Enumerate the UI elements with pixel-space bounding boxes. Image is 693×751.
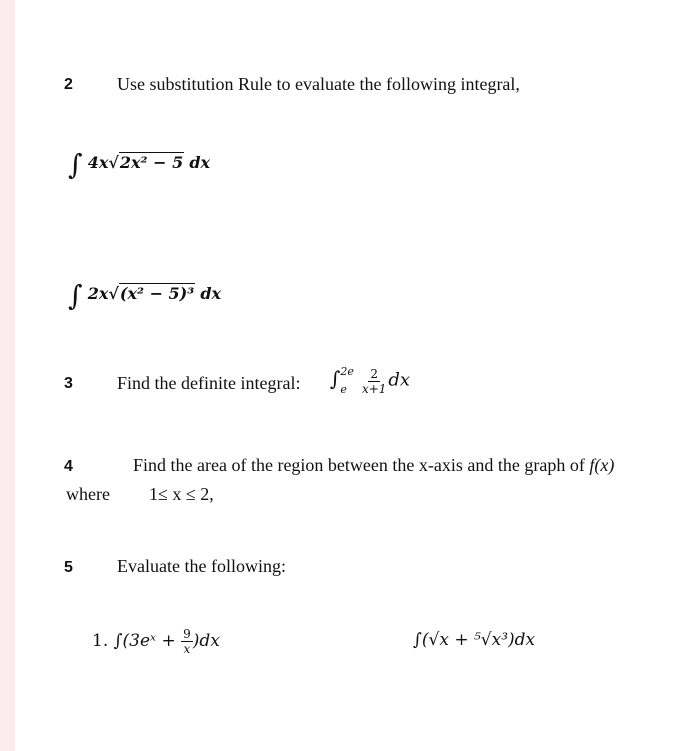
- question-number-2: 2: [64, 76, 73, 93]
- left-margin-strip: [0, 0, 15, 751]
- integral-2-dx: dx: [200, 284, 222, 303]
- item-1-numerator: 9: [183, 627, 191, 641]
- question-5-text: Evaluate the following:: [117, 556, 286, 576]
- question-number-3: 3: [64, 375, 73, 392]
- question-number-5: 5: [64, 559, 73, 576]
- item-1-denominator: x: [183, 642, 191, 656]
- sqrt-symbol: √2x² − 5: [108, 153, 184, 172]
- integral-sign: ∫: [68, 279, 83, 312]
- integral-2-coefficient: 2x: [87, 284, 109, 303]
- fraction-numerator: 2: [370, 366, 378, 381]
- integral-1-coefficient: 4x: [87, 153, 109, 172]
- lower-limit: e: [340, 383, 347, 397]
- item-1-expr-end: )dx: [192, 631, 220, 651]
- list-item-1: [92, 628, 220, 655]
- where-label: where: [66, 484, 110, 504]
- dx-label: dx: [388, 369, 411, 391]
- integral-sign: ∫: [68, 148, 83, 181]
- integral-expression-2: [68, 279, 221, 312]
- question-2-text: Use substitution Rule to evaluate the following integral,: [117, 74, 520, 94]
- sqrt-symbol: √(x² − 5)³: [108, 284, 195, 303]
- question-number-4: 4: [64, 458, 73, 475]
- item-1-expr-start: ∫(3eˣ +: [113, 631, 182, 651]
- integral-1-radicand: 2x² − 5: [119, 153, 184, 172]
- question-4-text: [133, 455, 614, 476]
- integral-1-dx: dx: [189, 153, 211, 172]
- function-fx: f(x): [589, 455, 615, 475]
- interval-condition: 1≤ x ≤ 2,: [149, 484, 214, 504]
- list-item-2: ∫(√x + ⁵√x³)dx: [413, 630, 536, 650]
- item-1-fraction: [181, 628, 193, 655]
- integral-expression-1: [68, 148, 210, 181]
- integral-2-radicand: (x² − 5)³: [119, 284, 195, 303]
- integral-limits: [340, 366, 354, 396]
- fraction-denominator: x+1: [361, 381, 387, 396]
- integral-sign: ∫: [330, 366, 341, 391]
- question-4-text-main: Find the area of the region between the x-axis and the graph of: [133, 455, 585, 475]
- item-1-label: 1.: [92, 631, 109, 651]
- definite-integral: [330, 366, 410, 396]
- integrand-fraction: [360, 368, 388, 395]
- upper-limit: 2e: [340, 365, 354, 378]
- question-3-text: Find the definite integral:: [117, 373, 301, 393]
